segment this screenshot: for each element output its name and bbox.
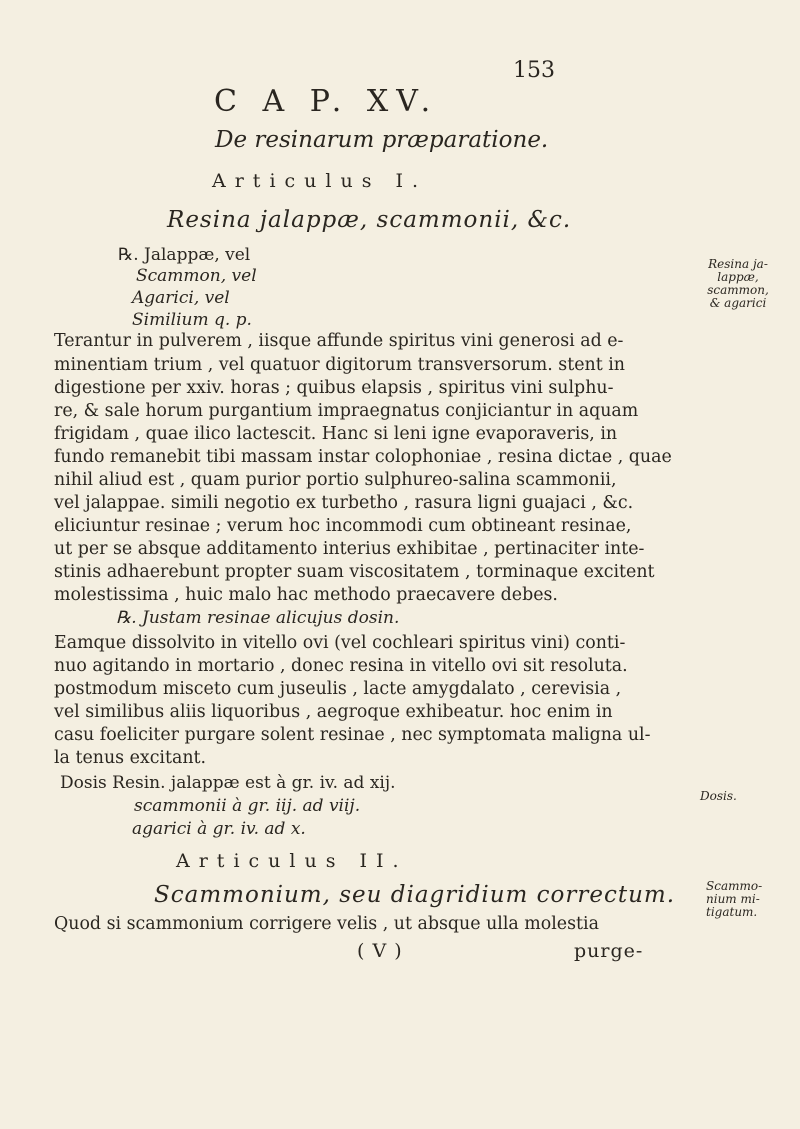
body-line: Eamque dissolvito in vitello ovi (vel cochleari spiritus vini) conti- — [54, 633, 626, 653]
signature-mark: ( V ) — [357, 940, 403, 962]
body-line: vel similibus aliis liquoribus , aegroque exhibeatur. hoc enim in — [54, 702, 613, 722]
margin-note-line: Resina ja- — [708, 257, 768, 271]
body-line: digestione per xxiv. horas ; quibus elapsis , spiritus vini sulphu- — [54, 378, 614, 398]
body-line: postmodum misceto cum juseulis , lacte amygdalato , cerevisia , — [54, 679, 622, 699]
body-line: casu foeliciter purgare solent resinae , nec symptomata maligna ul- — [54, 725, 651, 745]
chapter-title: C A P. XV. — [214, 84, 439, 119]
recipe-line-2: Scammon, vel — [136, 266, 257, 286]
body-line: nuo agitando in mortario , donec resina in vitello ovi sit resoluta. — [54, 656, 628, 676]
margin-note-line: tigatum. — [706, 905, 758, 919]
article-1-label: Articulus I. — [212, 170, 428, 192]
body-line: frigidam , quae ilico lactescit. Hanc si leni igne evaporaveris, in — [54, 424, 618, 444]
body-line: vel jalappae. simili negotio ex turbetho , rasura ligni guajaci , &c. — [54, 493, 634, 513]
recipe-line-3: Agarici, vel — [132, 288, 230, 308]
body-line: Quod si scammonium corrigere velis , ut absque ulla molestia — [54, 914, 599, 934]
margin-note-line: & agarici — [709, 296, 767, 310]
body-line: stinis adhaerebunt propter suam viscositatem , torminaque excitent — [54, 562, 655, 582]
margin-note-line: scammon, — [707, 283, 769, 297]
margin-note-line: nium mi- — [706, 892, 760, 906]
catchword: purge- — [574, 940, 644, 962]
dosis-line-3: agarici à gr. iv. ad x. — [132, 819, 306, 839]
body-line: molestissima , huic malo hac methodo praecavere debes. — [54, 585, 558, 605]
margin-note-line: Scammo- — [706, 879, 763, 893]
body-line: ut per se absque additamento interius exhibitae , pertinaciter inte- — [54, 539, 645, 559]
body-line: re, & sale horum purgantium impraegnatus conjiciantur in aquam — [54, 401, 639, 421]
page-number: 153 — [513, 58, 555, 83]
body-line: la tenus excitant. — [54, 748, 207, 768]
recipe-dose-line: ℞. Justam resinae alicujus dosin. — [116, 608, 400, 628]
body-line: eliciuntur resinae ; verum hoc incommodi cum obtineant resinae, — [54, 516, 632, 536]
dosis-line-1: Dosis Resin. jalappæ est à gr. iv. ad xij. — [60, 773, 396, 793]
body-line: fundo remanebit tibi massam instar colophoniae , resina dictae , quae — [54, 447, 672, 467]
article-1-heading: Resina jalappæ, scammonii, &c. — [167, 207, 572, 233]
article-2-heading: Scammonium, seu diagridium correctum. — [154, 882, 676, 908]
article-2-label: Articulus II. — [176, 850, 408, 872]
dosis-line-2: scammonii à gr. iij. ad viij. — [134, 796, 361, 816]
recipe-line-4: Similium q. p. — [132, 310, 252, 330]
margin-note-scammonium — [706, 880, 796, 919]
margin-note-dosis: Dosis. — [700, 789, 737, 803]
body-line: Terantur in pulverem , iisque affunde spiritus vini generosi ad e- — [54, 331, 624, 351]
margin-note-resina — [688, 258, 788, 310]
margin-note-line: lappæ, — [717, 270, 759, 284]
chapter-subtitle: De resinarum præparatione. — [215, 127, 549, 153]
body-line: minentiam trium , vel quatuor digitorum transversorum. stent in — [54, 355, 625, 375]
recipe-line-1: ℞. Jalappæ, vel — [118, 245, 251, 265]
body-line: nihil aliud est , quam purior portio sulphureo-salina scammonii, — [54, 470, 617, 490]
